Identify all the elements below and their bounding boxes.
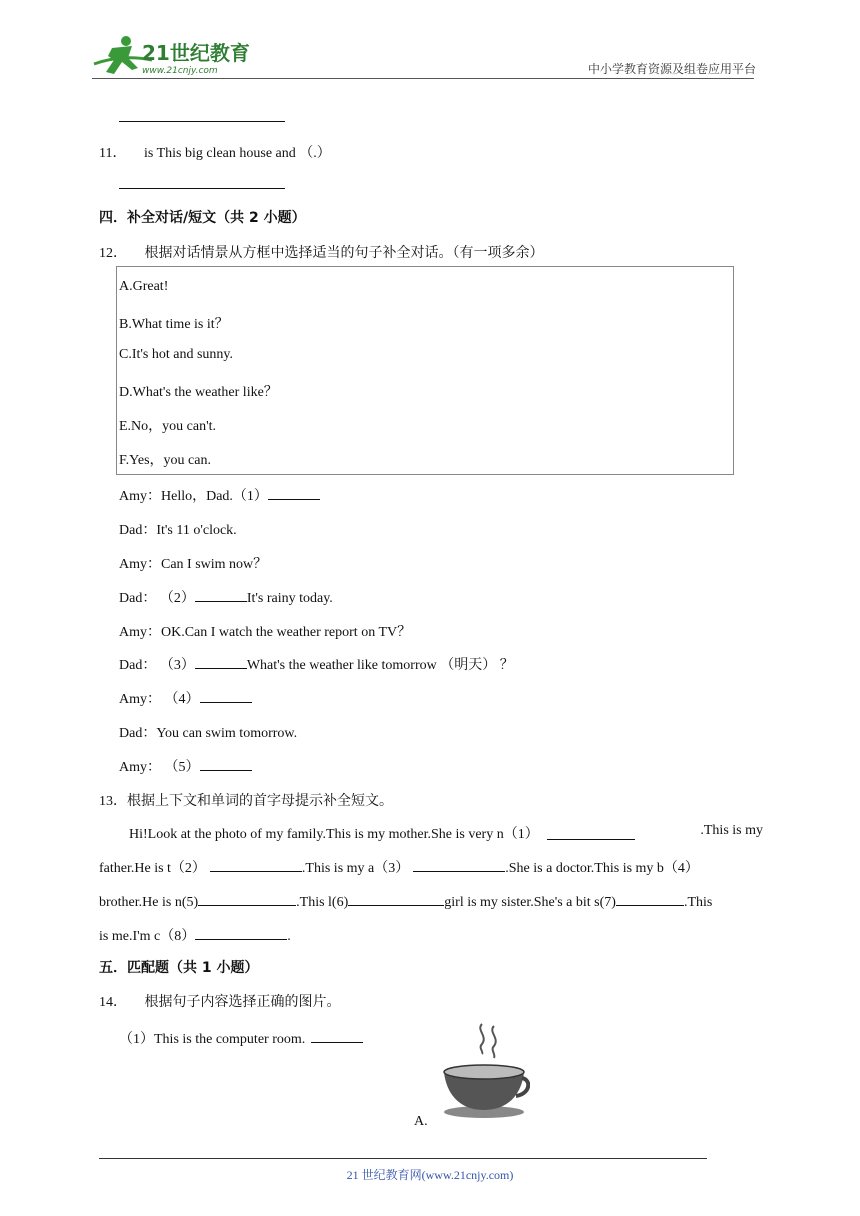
question-text: is This big clean house and （.） — [143, 146, 331, 161]
passage-text: .This — [683, 895, 713, 910]
passage-text: . — [287, 929, 291, 944]
answer-blank-4[interactable] — [200, 688, 252, 703]
answer-blank-14-1[interactable] — [311, 1028, 363, 1043]
question-number: 13． — [99, 794, 127, 809]
question-instruction: 根据对话情景从方框中选择适当的句子补全对话。（有一项多余） — [144, 245, 544, 261]
dialogue-text: Amy：Hello，Dad.（1） — [119, 489, 268, 504]
passage-line-4 — [99, 925, 763, 945]
question-number: 11． — [99, 146, 127, 161]
option-b: B.What time is it？ — [119, 317, 229, 332]
dialogue-line: Amy：OK.Can I watch the weather report on TV？ — [119, 625, 412, 640]
question-number: 12． — [99, 246, 127, 261]
option-a: A.Great! — [119, 279, 169, 294]
answer-blank-13-8[interactable] — [195, 925, 287, 940]
answer-line[interactable] — [119, 188, 285, 189]
logo-text: 21世纪教育 — [142, 41, 250, 65]
coffee-cup-icon — [438, 1020, 530, 1118]
answer-blank-13-3[interactable] — [413, 857, 505, 872]
dialogue-line — [119, 654, 514, 674]
header-divider — [92, 78, 754, 79]
answer-blank-13-1[interactable] — [547, 825, 635, 840]
passage-line-2 — [99, 857, 763, 877]
passage-line-1 — [99, 823, 763, 843]
passage-text: father.He is t（2） — [99, 861, 206, 876]
question-12 — [99, 242, 544, 262]
footer-text[interactable]: 21 世纪教育网(www.21cnjy.com) — [346, 1168, 514, 1182]
dialogue-line: Amy：Can I swim now？ — [119, 557, 268, 572]
answer-blank-3[interactable] — [195, 654, 247, 669]
question-instruction: 根据句子内容选择正确的图片。 — [144, 994, 341, 1010]
passage-text: .This l(6) — [296, 895, 349, 910]
question-13 — [99, 790, 393, 810]
answer-blank-13-6[interactable] — [348, 891, 444, 906]
question-number: 14． — [99, 995, 127, 1010]
dialogue-line — [119, 756, 252, 776]
question-14 — [99, 991, 341, 1011]
option-d: D.What's the weather like？ — [119, 385, 278, 400]
dialogue-text: Amy： （5） — [119, 760, 200, 775]
passage-text: .This is my — [700, 823, 763, 838]
answer-blank-13-7[interactable] — [616, 891, 684, 906]
dialogue-line — [119, 587, 333, 607]
logo-url: www.21cnjy.com — [142, 66, 218, 76]
question-instruction: 根据上下文和单词的首字母提示补全短文。 — [127, 793, 393, 809]
passage-text: is me.I'm c（8） — [99, 929, 196, 944]
passage-text: .She is a doctor.This is my b（4） — [505, 861, 699, 876]
passage-text: brother.He is n(5) — [99, 895, 199, 910]
passage-text: .This is my a（3） — [301, 861, 410, 876]
question-11 — [99, 142, 331, 162]
dialogue-text: Amy： （4） — [119, 692, 200, 707]
dialogue-text: Dad： （3） — [119, 658, 195, 673]
option-f: F.Yes，you can. — [119, 453, 211, 468]
section-heading: 四．补全对话/短文（共 2 小题） — [99, 210, 306, 226]
dialogue-text: It's rainy today. — [246, 591, 333, 606]
dialogue-text: What's the weather like tomorrow （明天） ？ — [246, 658, 514, 673]
passage-text: Hi!Look at the photo of my family.This is my mother.She is very n（1） — [129, 827, 539, 842]
match-item-text: （1）This is the computer room. — [119, 1032, 306, 1047]
dialogue-line — [119, 688, 252, 708]
option-c: C.It's hot and sunny. — [119, 347, 234, 362]
passage-text: girl is my sister.She's a bit s(7) — [444, 895, 616, 910]
site-logo — [92, 34, 262, 80]
answer-blank-2[interactable] — [195, 587, 247, 602]
section-heading: 五．匹配题（共 1 小题） — [99, 960, 259, 976]
picture-label-a: A. — [414, 1114, 428, 1129]
answer-blank-1[interactable] — [268, 485, 320, 500]
dialogue-line: Dad：It's 11 o'clock. — [119, 523, 237, 538]
match-item-1 — [119, 1028, 363, 1048]
options-box — [116, 266, 734, 475]
passage-line-3 — [99, 891, 763, 911]
answer-blank-13-5[interactable] — [198, 891, 296, 906]
option-e: E.No，you can't. — [119, 419, 217, 434]
header-platform-text: 中小学教育资源及组卷应用平台 — [587, 62, 756, 76]
dialogue-line — [119, 485, 320, 505]
dialogue-text: Dad： （2） — [119, 591, 195, 606]
answer-blank-13-2[interactable] — [210, 857, 302, 872]
footer-divider — [99, 1158, 707, 1159]
answer-line[interactable] — [119, 121, 285, 122]
answer-blank-5[interactable] — [200, 756, 252, 771]
dialogue-line: Dad：You can swim tomorrow. — [119, 726, 298, 741]
